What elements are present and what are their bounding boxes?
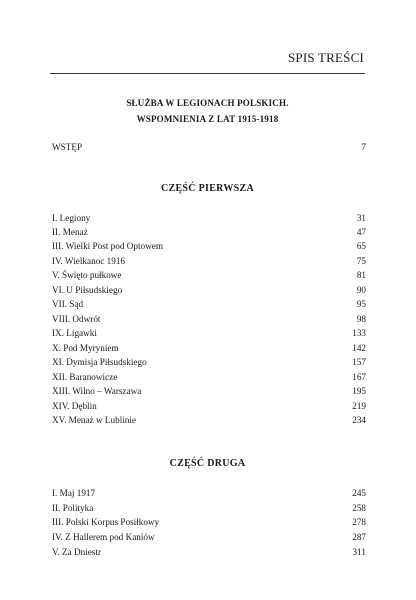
toc-entry-label: VIII. Odwrót: [52, 314, 101, 324]
toc-entry-page: 157: [352, 357, 366, 367]
toc-entry: [52, 268, 366, 282]
toc-entry-page: 81: [356, 270, 366, 280]
toc-entry-label: VII. Sąd: [52, 299, 84, 309]
toc-entry: [52, 370, 366, 384]
book-title-line-1: SŁUŻBA W LEGIONACH POLSKICH.: [126, 98, 289, 108]
toc-entry: [52, 283, 366, 297]
toc-entry-page: 258: [352, 503, 366, 513]
toc-entry-label: VI. U Piłsudskiego: [52, 285, 123, 295]
toc-entry: [52, 501, 366, 515]
toc-entry-label: XIV. Dęblin: [52, 401, 97, 411]
toc-entry-page: 311: [352, 547, 366, 557]
toc-entry: [52, 515, 366, 529]
toc-entry-label: WSTĘP: [52, 142, 83, 152]
toc-entry: [52, 355, 366, 369]
toc-entry-label: X. Pod Myryniem: [52, 343, 119, 353]
toc-entry: [52, 254, 366, 268]
toc-entry: [52, 530, 366, 544]
part-1-title: CZĘŚĆ PIERWSZA: [160, 183, 255, 194]
toc-entry: [52, 545, 366, 559]
toc-entry-label: XV. Menaż w Lublinie: [52, 415, 137, 425]
toc-entry-page: 31: [356, 213, 366, 223]
toc-entry: [52, 341, 366, 355]
book-title-line-2: WSPOMNIENIA Z LAT 1915-1918: [136, 114, 279, 124]
toc-entry-page: 195: [352, 386, 366, 396]
toc-entry: [52, 326, 366, 340]
header-rule: [50, 73, 365, 74]
toc-entry-page: 245: [352, 488, 366, 498]
toc-entry-page: 90: [356, 285, 366, 295]
toc-entry-label: I. Legiony: [52, 213, 91, 223]
part-2-title: CZĘŚĆ DRUGA: [169, 458, 246, 469]
toc-entry: [52, 312, 366, 326]
toc-entry-label: IX. Ligawki: [52, 328, 97, 338]
toc-entry-label: II. Menaż: [52, 227, 88, 237]
toc-entry-page: 219: [352, 401, 366, 411]
toc-entry-page: 133: [352, 328, 366, 338]
toc-entry-label: III. Wielki Post pod Optowem: [52, 241, 163, 251]
toc-entry-page: 95: [356, 299, 366, 309]
toc-entry-label: XI. Dymisja Piłsudskiego: [52, 357, 147, 367]
toc-entry-label: XII. Baranowicze: [52, 372, 118, 382]
toc-entry: [52, 399, 366, 413]
toc-entry-page: 98: [356, 314, 366, 324]
toc-entry-page: 167: [352, 372, 366, 382]
toc-entry-label: III. Polski Korpus Posiłkowy: [52, 517, 160, 527]
toc-entry-page: 142: [352, 343, 366, 353]
toc-entry-page: 278: [352, 517, 366, 527]
toc-entry: [52, 486, 366, 500]
toc-entry-page: 7: [361, 142, 366, 152]
toc-entry-label: IV. Wielkanoc 1916: [52, 256, 126, 266]
toc-entry: [52, 239, 366, 253]
toc-entry-page: 47: [356, 227, 366, 237]
toc-entry-page: 234: [352, 415, 366, 425]
toc-entry-page: 287: [352, 532, 366, 542]
toc-entry-label: I. Maj 1917: [52, 488, 96, 498]
toc-entry: [52, 297, 366, 311]
toc-entry: [52, 211, 366, 225]
toc-entry-label: V. Za Dniestr: [52, 547, 102, 557]
toc-entry-label: II. Polityka: [52, 503, 94, 513]
toc-entry-label: XIII. Wilno – Warszawa: [52, 386, 142, 396]
running-head: SPIS TREŚCI: [287, 50, 364, 65]
toc-entry: [52, 413, 366, 427]
toc-entry-label: V. Święto pułkowe: [52, 270, 122, 280]
toc-entry-page: 75: [356, 256, 366, 266]
toc-entry-page: 65: [356, 241, 366, 251]
toc-entry: [52, 384, 366, 398]
toc-entry-label: IV. Z Hallerem pod Kaniów: [52, 532, 155, 542]
toc-entry: [52, 225, 366, 239]
toc-entry-intro: [52, 140, 366, 154]
